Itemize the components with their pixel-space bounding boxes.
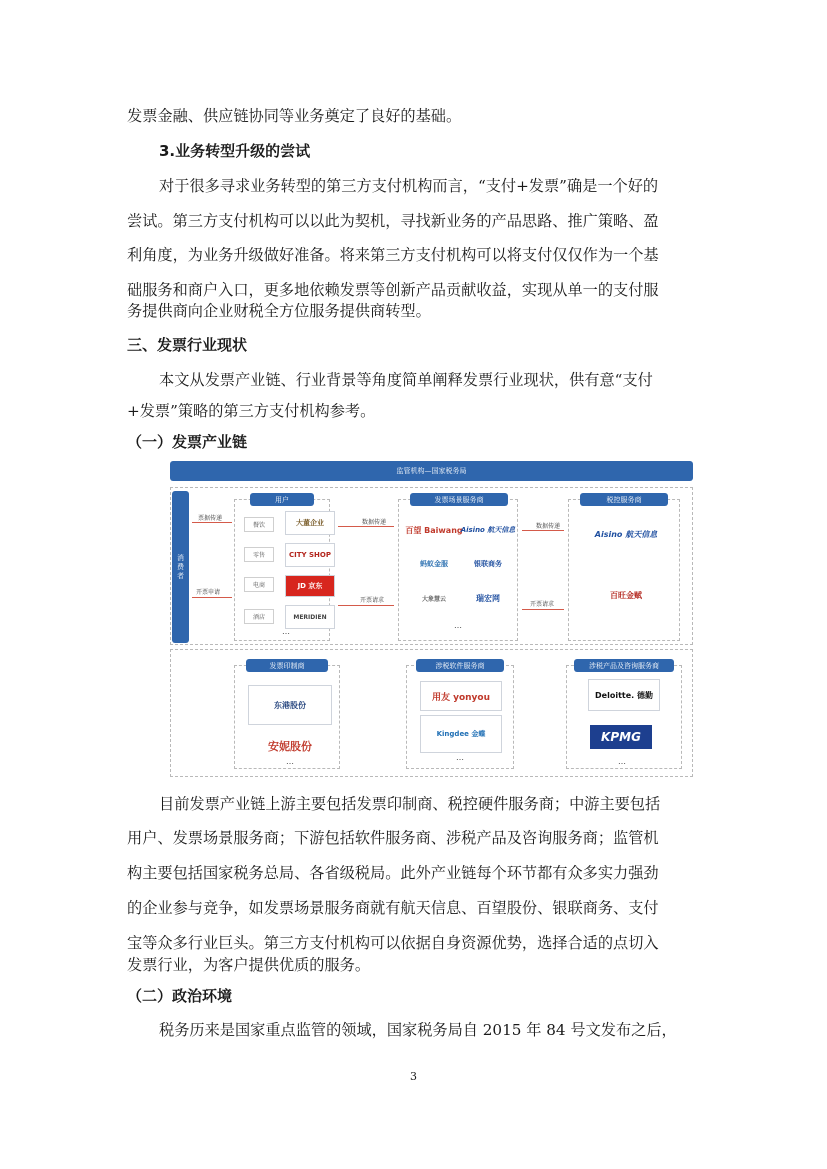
arrow-line [338,605,394,606]
paragraph-line: 利角度，为业务升级做好准备。将来第三方支付机构可以将支付仅仅作为一个基 [127,246,659,264]
paragraph-line: 对于很多寻求业务转型的第三方支付机构而言，“支付+发票”确是一个好的 [159,177,659,195]
paragraph-line: 础服务和商户入口，更多地依赖发票等创新产品贡献收益，实现从单一的支付服 [127,281,659,299]
scene-logo: 瑞宏网 [476,593,500,603]
arrow-line [522,609,564,610]
arrow-line [522,530,564,531]
paragraph-line: 构主要包括国家税务总局、各省级税局。此外产业链每个环节都有众多实力强劲 [127,864,659,882]
section-heading: （二）政治环境 [127,987,233,1005]
ellipsis: … [618,757,626,766]
user-logo: MERIDIEN [285,605,335,629]
section-heading: （一）发票产业链 [127,433,248,451]
software-title: 涉税软件服务商 [416,659,504,672]
invoice-industry-chain-diagram [170,459,693,779]
consult-title: 涉税产品及咨询服务商 [574,659,674,672]
paragraph-line: 的企业参与竞争，如发票场景服务商就有航天信息、百望股份、银联商务、支付 [127,899,659,917]
users-title: 用户 [250,493,314,506]
paragraph-line: 本文从发票产业链、行业背景等角度简单阐释发票行业现状，供有意“支付 [159,371,653,389]
arrow-line [192,522,232,523]
user-type-chip: 零售 [244,547,274,562]
scene-logo: 大象慧云 [421,595,446,603]
software-logo: Kingdee 金蝶 [420,715,502,753]
paragraph-line: 务提供商向企业财税全方位服务提供商转型。 [127,302,431,320]
user-type-chip: 酒店 [244,609,274,624]
paragraph-line: 尝试。第三方支付机构可以以此为契机，寻找新业务的产品思路、推广策略、盈 [127,212,659,230]
paragraph-line: 发票金融、供应链协同等业务奠定了良好的基础。 [127,107,462,125]
ellipsis: … [286,757,294,766]
scene-title: 发票场景服务商 [410,493,508,506]
user-logo: JD 京东 [285,575,335,597]
arrow-label: 票据传递 [198,515,223,522]
paragraph-line: 目前发票产业链上游主要包括发票印制商、税控硬件服务商；中游主要包括 [159,795,661,813]
arrow-line [192,597,232,598]
page-number: 3 [410,1070,417,1083]
paragraph-line: +发票”策略的第三方支付机构参考。 [127,402,376,420]
taxctrl-logo: Aisino 航天信息 [594,529,658,539]
scene-logo: 蚂蚁金服 [420,560,448,568]
software-logo: 用友 yonyou [420,681,502,711]
ellipsis: … [454,621,462,630]
arrow-label: 数据传递 [536,523,561,530]
user-logo: CITY SHOP [285,543,335,567]
consult-logo: KPMG [590,725,652,749]
section-heading: 三、发票行业现状 [127,336,248,354]
paragraph-line: 税务历来是国家重点监管的领域，国家税务局自 2015 年 84 号文发布之后， [159,1021,677,1039]
taxctrl-title: 税控服务商 [580,493,668,506]
arrow-label: 数据传递 [362,519,387,526]
user-logo: 大董企业 [285,511,335,535]
paragraph-line: 宝等众多行业巨头。第三方支付机构可以依据自身资源优势，选择合适的点切入 [127,934,659,952]
arrow-line [338,526,394,527]
regulator-bar: 监管机构—国家税务局 [170,461,693,481]
user-type-chip: 餐饮 [244,517,274,532]
print-logo: 安妮股份 [268,740,312,753]
arrow-label: 开票请求 [530,601,555,608]
section-heading: 3.业务转型升级的尝试 [159,142,311,160]
print-title: 发票印制商 [246,659,328,672]
consumer-bar: 消费者 [172,491,189,643]
scene-logo: Aisino 航天信息 [460,526,516,534]
scene-logo: 银联商务 [474,560,502,568]
scene-logo: 百望 Baiwang [405,525,463,535]
user-type-chip: 电商 [244,577,274,592]
ellipsis: … [456,753,464,762]
paragraph-line: 用户、发票场景服务商；下游包括软件服务商、涉税产品及咨询服务商；监管机 [127,829,659,847]
arrow-label: 开票请求 [360,597,385,604]
print-logo: 东港股份 [248,685,332,725]
ellipsis: … [282,627,290,636]
consult-logo: Deloitte. 德勤 [588,679,660,711]
taxctrl-logo: 百旺金赋 [610,590,642,600]
arrow-label: 开票申请 [196,589,221,596]
paragraph-line: 发票行业，为客户提供优质的服务。 [127,956,370,974]
